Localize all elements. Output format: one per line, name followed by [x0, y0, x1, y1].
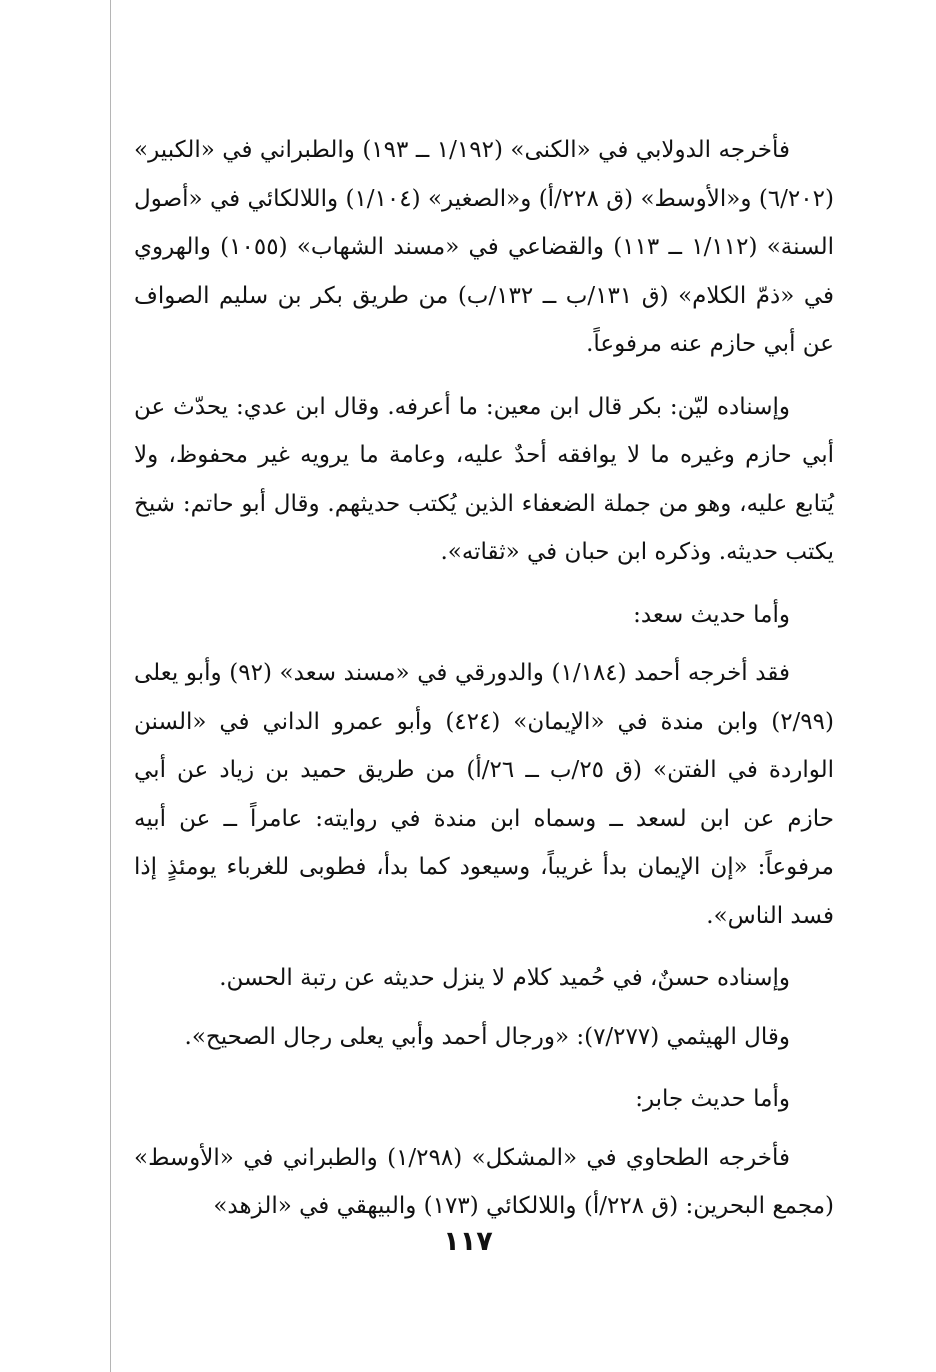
paragraph-takhrij-jabir: فأخرجه الطحاوي في «المشكل» (١/٢٩٨) والطبراني في «الأوسط» (مجمع البحرين: (ق ٢٢٨/أ) واللالكائي (١٧٣) والبيهقي في «الزهد» — [134, 1144, 834, 1219]
page-edge-line — [110, 0, 111, 1372]
page-body — [134, 126, 834, 1245]
paragraph-takhrij-saad: فقد أخرجه أحمد (١/١٨٤) والدورقي في «مسند سعد» (٩٢) وأبو يعلى (٢/٩٩) وابن مندة في «الإيمان» (٤٢٤) وأبو عمرو الداني في «السنن الواردة في الفتن» (ق ٢٥/ب ــ ٢٦/أ) من طريق حميد بن زياد عن أبي حازم عن ابن لسعد ــ وسماه ابن مندة في روايته: عامراً ــ عن أبيه مرفوعاً: «إن الإيمان بدأ غريباً، وسيعود كما بدأ، فطوبى للغرباء يومئذٍ إذا فسد الناس». — [134, 660, 834, 929]
paragraph-takhrij-sahl: فأخرجه الدولابي في «الكنى» (١/١٩٢ ــ ١٩٣) والطبراني في «الكبير» (٦/٢٠٢) و«الأوسط» (ق ٢٢٨/أ) و«الصغير» (١/١٠٤) واللالكائي في «أصول السنة» (١/١١٢ ــ ١١٣) والقضاعي في «مسند الشهاب» (١٠٥٥) والهروي في «ذمّ الكلام» (ق ١٣١/ب ــ ١٣٢/ب) من طريق بكر بن سليم الصواف عن أبي حازم عنه مرفوعاً. — [134, 137, 835, 357]
paragraph-isnad-sahl: وإسناده ليّن: بكر قال ابن معين: ما أعرفه. وقال ابن عدي: يحدّث عن أبي حازم وغيره ما لا يوافقه أحدٌ عليه، وعامة ما يرويه غير محفوظ، ولا يُتابع عليه، وهو من جملة الضعفاء الذين يُكتب حديثهم. وقال أبو حاتم: شيخ يكتب حديثه. وذكره ابن حبان في «ثقاته». — [134, 393, 834, 565]
heading-hadith-saad: وأما حديث سعد: — [633, 601, 790, 628]
heading-hadith-jabir: وأما حديث جابر: — [635, 1086, 790, 1112]
paragraph-haythami: وقال الهيثمي (٧/٢٧٧): «ورجال أحمد وأبي يعلى رجال الصحيح». — [184, 1023, 790, 1050]
paragraph-isnad-saad: وإسناده حسنٌ، في حُميد كلام لا ينزل حديثه عن رتبة الحسن. — [219, 965, 790, 991]
page-number: ١١٧ — [443, 1226, 493, 1257]
